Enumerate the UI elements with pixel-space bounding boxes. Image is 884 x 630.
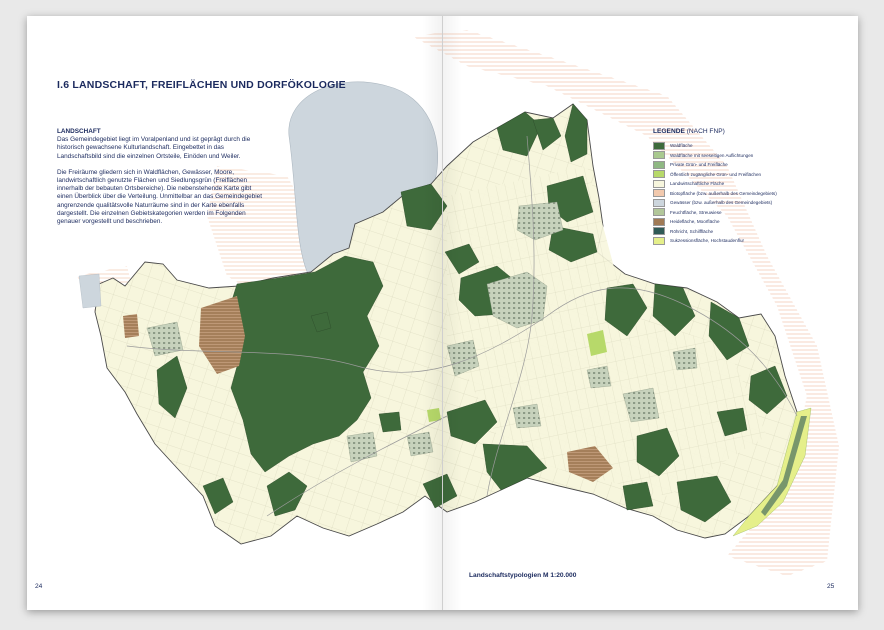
legend-swatch [653, 208, 665, 216]
legend-title-suffix: (NACH FNP) [686, 128, 725, 135]
legend-item [653, 189, 823, 199]
legend-swatch [653, 170, 665, 178]
map-legend [653, 128, 823, 246]
legend-item [653, 179, 823, 189]
page-number-left: 24 [35, 583, 43, 590]
legend-label: Sukzessionsfläche, Hochstaudenflur [670, 238, 745, 244]
text-paragraph-2: Die Freiräume gliedern sich in Waldflächen, Gewässer, Moore, landwirtschaftlich genutzte Flächen und Siedlungsgrün (Freiflächen innerhalb der bebauten Ortsbereiche). Die nebenstehende Karte gibt einen Überblick über die Verteilung. Unmittelbar an das Gemeindegebiet angrenzende qualitätsvolle Naturräume sind in der Karte ebenfalls dargestellt. Die einzelnen Gebietskategorien werden im Folgenden genauer vorgestellt und beschrieben. [57, 168, 262, 226]
section-title: I.6 LANDSCHAFT, FREIFLÄCHEN UND DORFÖKOLOGIE [57, 79, 346, 91]
legend-label: Röhricht, Schilffläche [670, 228, 714, 234]
legend-item [653, 236, 823, 246]
legend-label: Private Grün- und Freifläche [670, 162, 728, 168]
legend-label: Feuchtfläche, Streuwiese [670, 209, 722, 215]
page-gutter [442, 16, 443, 610]
legend-label: Waldfläche [670, 143, 693, 149]
legend-item [653, 160, 823, 170]
legend-swatch [653, 189, 665, 197]
legend-item [653, 208, 823, 218]
legend-label: Heidefläche, Moorfläche [670, 219, 720, 225]
legend-item [653, 227, 823, 237]
legend-swatch [653, 237, 665, 245]
legend-swatch [653, 161, 665, 169]
legend-swatch [653, 218, 665, 226]
map-caption: Landschaftstypologien M 1:20.000 [469, 572, 577, 579]
legend-swatch [653, 180, 665, 188]
legend-swatch [653, 142, 665, 150]
text-paragraph-1: Das Gemeindegebiet liegt im Voralpenland und ist geprägt durch die historisch gewachsene Kulturlandschaft. Eingebettet in das Landschaftsbild sind die einzelnen Ortsteile, Einöden und Weiler. [57, 136, 251, 160]
legend-swatch [653, 151, 665, 159]
text-heading: LANDSCHAFT [57, 128, 101, 135]
legend-label: Landwirtschaftliche Fläche [670, 181, 725, 187]
legend-title: LEGENDE (NACH FNP) [653, 128, 725, 135]
legend-label: Öffentlich zugängliche Grün- und Freiflächen [670, 171, 762, 177]
legend-label: Waldfläche mit seeseitigen Auflichtungen [670, 152, 754, 158]
page-number-right: 25 [827, 583, 835, 590]
legend-item [653, 141, 823, 151]
legend-list [653, 141, 823, 246]
legend-swatch [653, 227, 665, 235]
book-spread [27, 16, 858, 610]
legend-item [653, 151, 823, 161]
legend-label: Gewässer (bzw. außerhalb des Gemeindegebiets) [670, 200, 773, 206]
intro-text [57, 128, 265, 226]
legend-swatch [653, 199, 665, 207]
legend-item [653, 198, 823, 208]
legend-item [653, 170, 823, 180]
legend-label: Biotopfläche (bzw. außerhalb des Gemeindegebiets) [670, 190, 777, 196]
legend-item [653, 217, 823, 227]
